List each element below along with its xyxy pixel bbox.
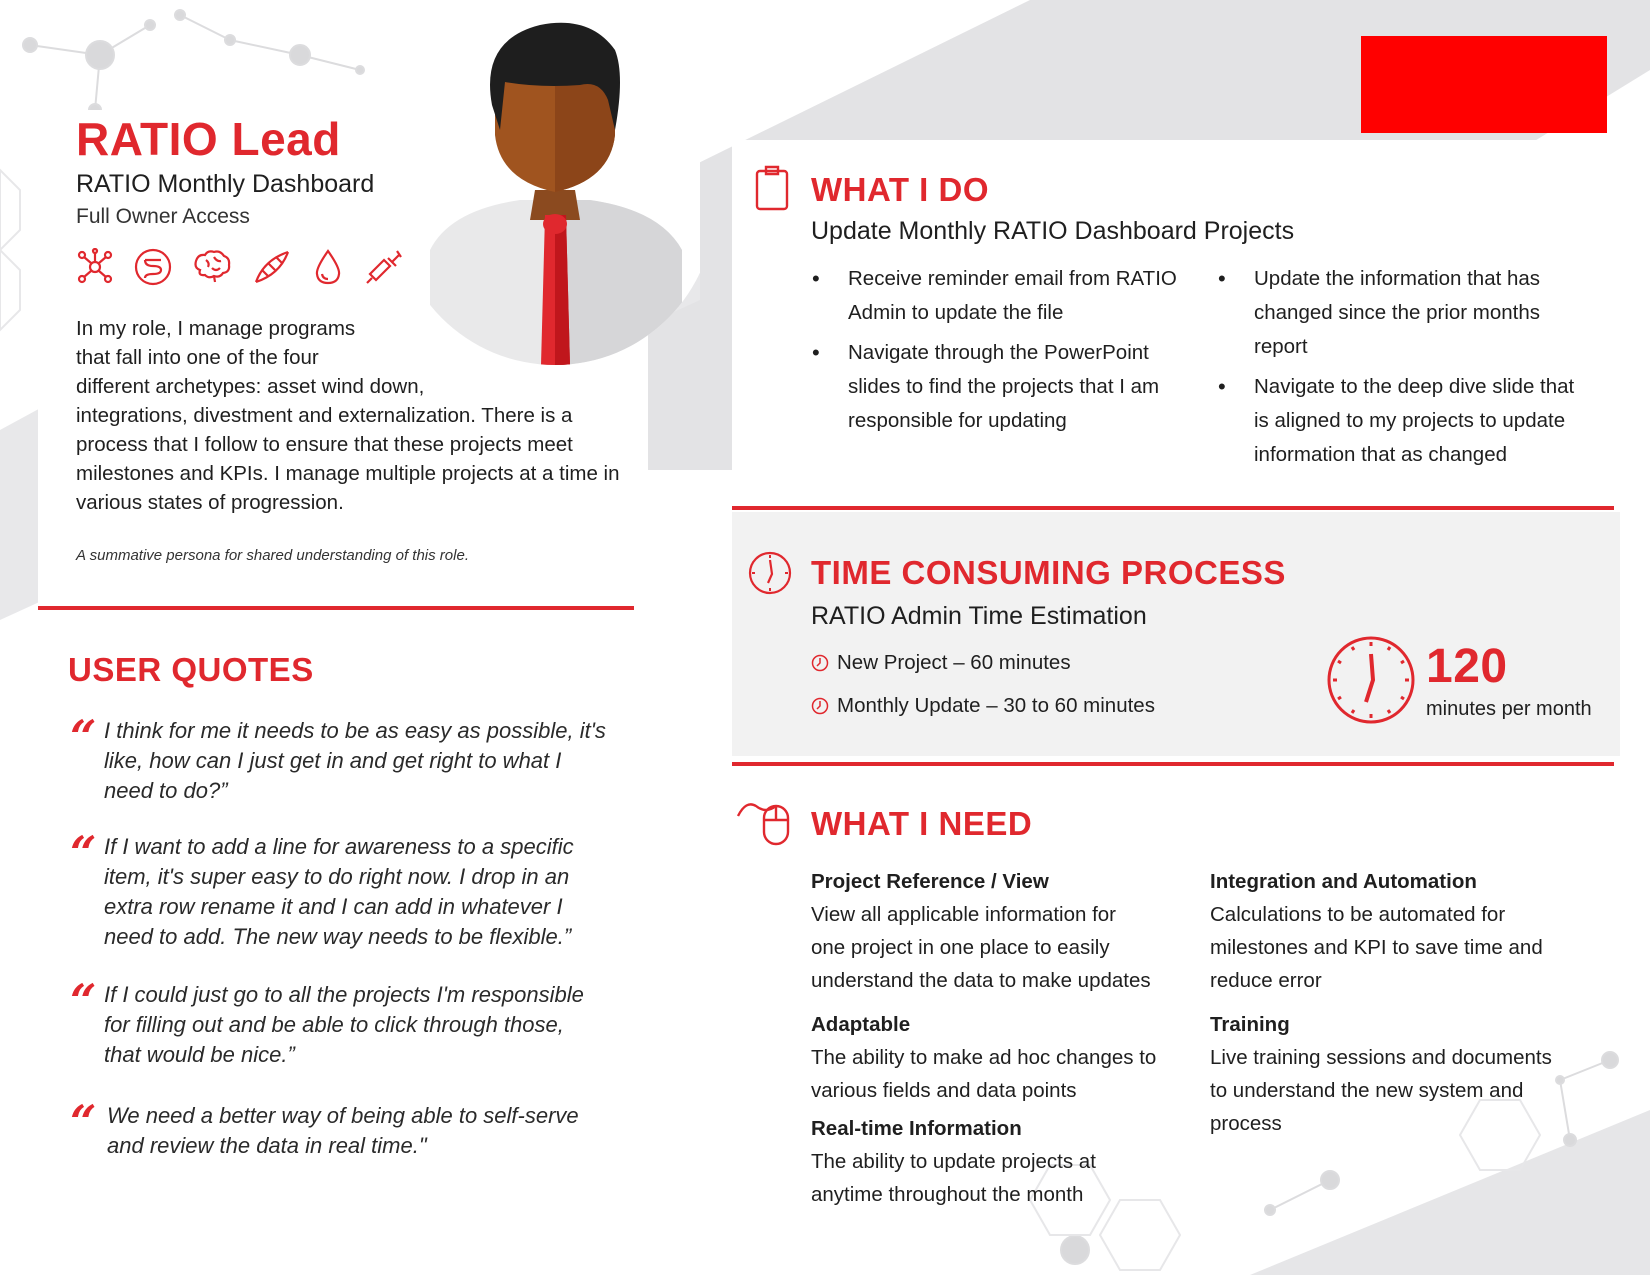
need-item [1210,866,1610,997]
time-divider [732,762,1614,766]
drop-icon [312,248,344,286]
stomach-icon [134,248,172,286]
quote-line: need to add. The new way needs to be flexible.” [104,924,572,949]
logo-placeholder [1361,36,1607,133]
persona-role-title: RATIO Lead [76,113,341,165]
persona-bio [76,314,656,517]
need-line: milestones and KPI to save time and [1210,936,1543,959]
bio-line: integrations, divestment and externalization. There is a [76,404,573,427]
what-i-need-title: WHAT I NEED [811,805,1033,842]
bio-line: that fall into one of the four [76,346,319,369]
what-i-do-title: WHAT I DO [811,171,990,208]
estimate-item [811,691,1155,721]
task-item [848,262,1202,330]
quote-line: like, how can I just get in and get right to what I [104,748,562,773]
estimate-item [811,648,1071,678]
task-item [1254,370,1618,472]
need-line: Live training sessions and documents [1210,1046,1552,1069]
quotes-title: USER QUOTES [68,651,314,688]
need-line: to understand the new system and [1210,1079,1524,1102]
need-line: various fields and data points [811,1079,1077,1102]
task-line: Admin to update the file [848,301,1064,324]
persona-footnote: A summative persona for shared understanding of this role. [76,547,469,564]
persona-product: RATIO Monthly Dashboard [76,170,375,198]
clipboard-icon [754,164,790,212]
need-item [811,1113,1201,1211]
bio-line: milestones and KPIs. I manage multiple projects at a time in [76,462,620,485]
need-line: anytime throughout the month [811,1183,1084,1206]
quote-item [70,710,630,806]
task-line: • Update the information that has [1254,267,1541,290]
dna-icon [252,248,292,286]
time-title: TIME CONSUMING PROCESS [811,554,1286,591]
quote-item [70,1095,630,1161]
mouse-icon [736,796,794,850]
need-item [1210,1009,1610,1140]
quote-item [70,826,630,952]
syringe-icon [364,248,402,286]
quote-line: If I want to add a line for awareness to a specific [104,834,574,859]
what-i-do-subtitle: Update Monthly RATIO Dashboard Projects [811,217,1295,245]
bio-line: different archetypes: asset wind down, [76,375,425,398]
quote-line: need to do?” [104,778,228,803]
therapy-icons [76,248,402,286]
small-clock-icon [811,654,829,672]
need-item [811,1009,1201,1107]
quote-mark-icon: “ [70,826,97,880]
large-clock-icon [1325,634,1417,726]
task-line: responsible for updating [848,409,1067,432]
brain-icon [192,248,232,286]
quote-line: for filling out and be able to click through those, [104,1012,564,1037]
task-line: changed since the prior months [1254,301,1541,324]
need-heading: Adaptable [811,1013,911,1036]
task-line: • Navigate to the deep dive slide that [1254,375,1575,398]
need-heading: Project Reference / View [811,870,1049,893]
task-item [1254,262,1618,364]
need-line: reduce error [1210,969,1322,992]
persona-access: Full Owner Access [76,205,250,228]
total-minutes-value: 120 [1426,640,1508,693]
quote-line: If I could just go to all the projects I'm responsible [104,982,584,1007]
need-line: process [1210,1112,1282,1135]
need-heading: Training [1210,1013,1290,1036]
quote-line: and review the data in real time." [107,1133,427,1158]
what-i-do-col1 [812,262,1202,444]
task-item [848,336,1202,438]
task-line: information that as changed [1254,443,1507,466]
total-minutes-unit: minutes per month [1426,698,1592,720]
need-line: one project in one place to easily [811,936,1110,959]
persona-divider [38,606,634,610]
need-item [811,866,1201,997]
what-i-do-col2 [1218,262,1618,478]
quote-line: that would be nice.” [104,1042,295,1067]
clock-icon [747,550,793,596]
need-heading: Real-time Information [811,1117,1022,1140]
needs-col2 [1210,866,1610,1140]
needs-col1 [811,866,1201,1211]
estimate-text: New Project – 60 minutes [837,651,1071,674]
quote-mark-icon: “ [70,710,97,764]
quote-line: I think for me it needs to be as easy as possible, it's [104,718,606,743]
quote-line: item, it's super easy to do right now. I drop in an [104,864,570,889]
need-line: Calculations to be automated for [1210,903,1506,926]
task-line: • Receive reminder email from RATIO [848,267,1177,290]
bio-line: various states of progression. [76,491,344,514]
quote-mark-icon: “ [70,974,97,1028]
quote-line: extra row rename it and I can add in whatever I [104,894,563,919]
small-clock-icon [811,697,829,715]
what-i-do-divider [732,506,1614,510]
bio-line: process that I follow to ensure that these projects meet [76,433,573,456]
bio-line: In my role, I manage programs [76,317,356,340]
task-line: slides to find the projects that I am [848,375,1160,398]
need-line: The ability to update projects at [811,1150,1096,1173]
time-subtitle: RATIO Admin Time Estimation [811,602,1147,630]
molecule-icon [76,248,114,286]
task-line: is aligned to my projects to update [1254,409,1566,432]
quote-mark-icon: “ [70,1095,97,1149]
quote-item [70,974,630,1070]
need-line: View all applicable information for [811,903,1117,926]
task-line: report [1254,335,1308,358]
need-line: understand the data to make updates [811,969,1151,992]
quote-line: We need a better way of being able to self-serve [107,1103,579,1128]
estimate-text: Monthly Update – 30 to 60 minutes [837,694,1155,717]
task-line: • Navigate through the PowerPoint [848,341,1149,364]
need-heading: Integration and Automation [1210,870,1477,893]
need-line: The ability to make ad hoc changes to [811,1046,1157,1069]
